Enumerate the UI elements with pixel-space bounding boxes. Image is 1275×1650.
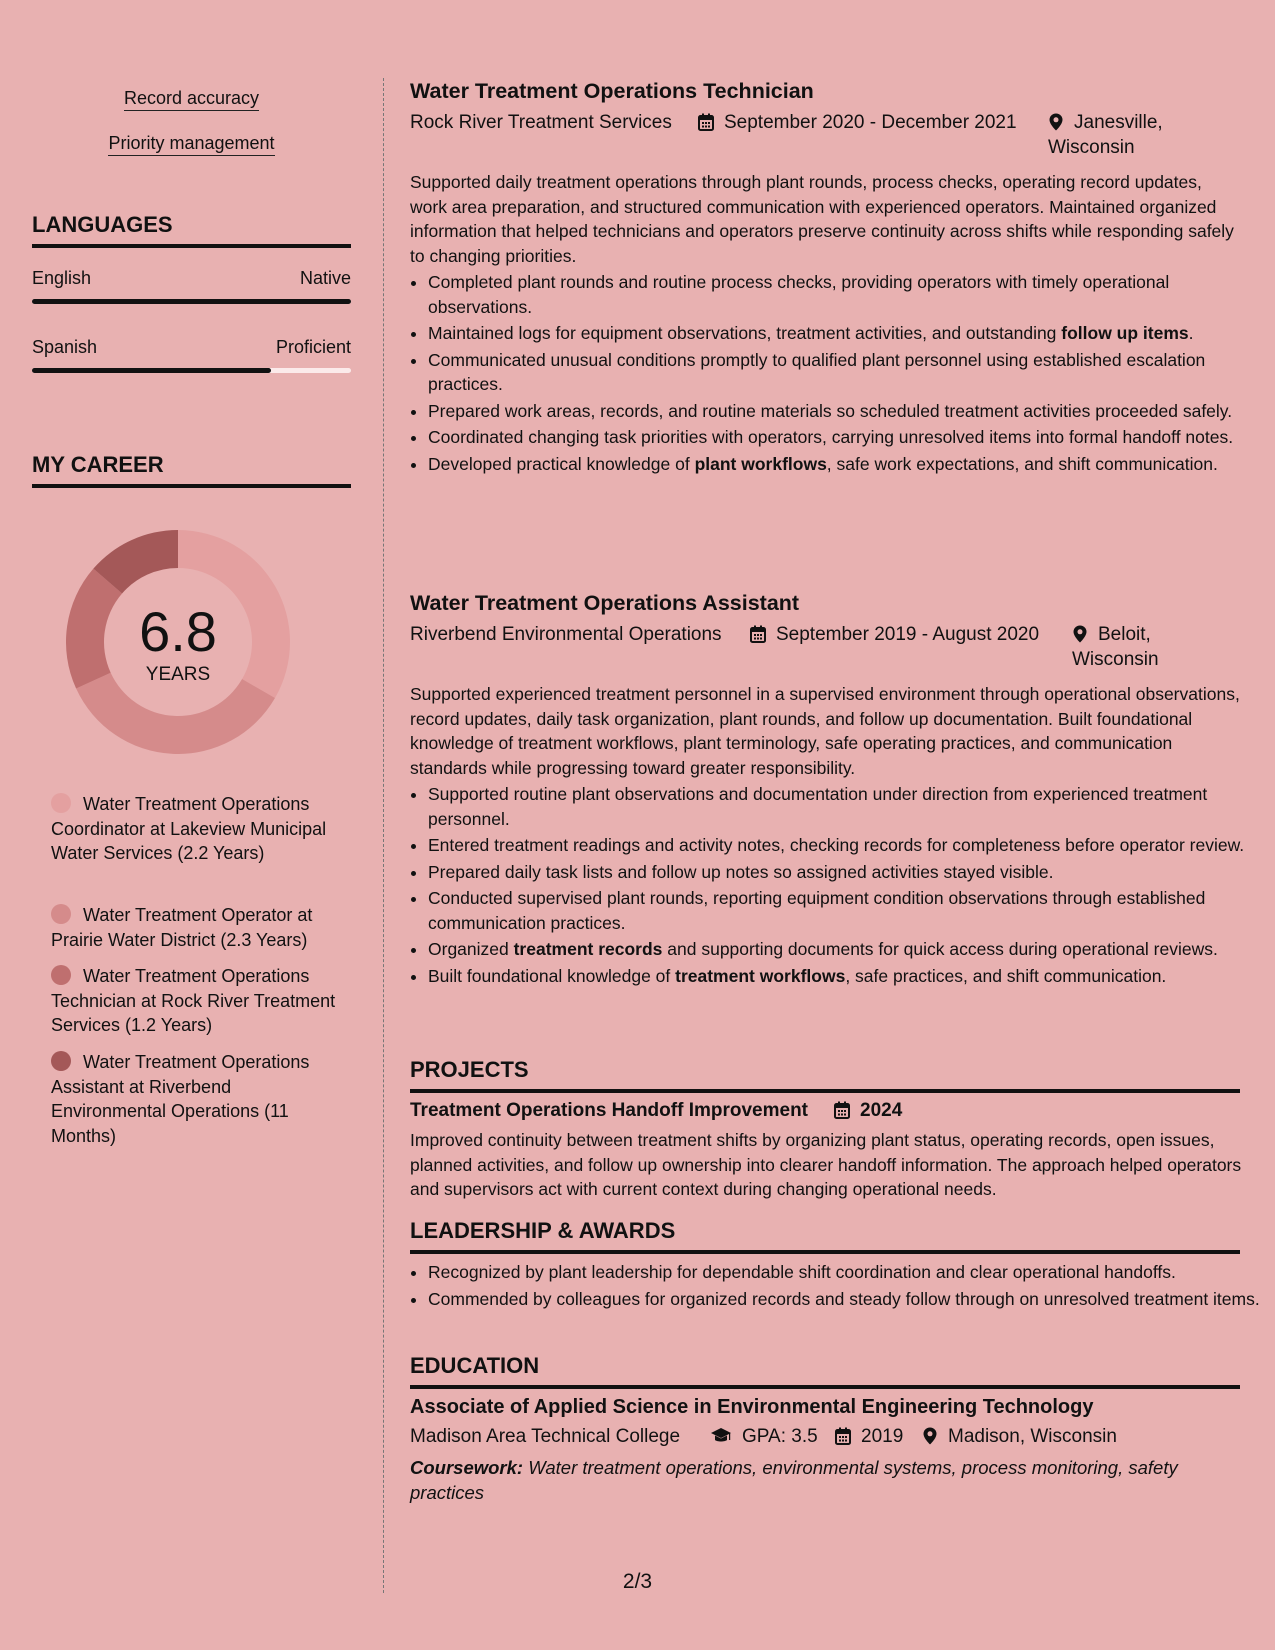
job-bullet-item — [428, 964, 1260, 989]
calendar-icon — [835, 1427, 851, 1445]
project-title: Treatment Operations Handoff Improvement — [410, 1100, 809, 1121]
job-bullet-item — [428, 937, 1260, 962]
bullet-text: Completed plant rounds and routine process checks, providing operators with timely operational observations. — [428, 272, 1170, 317]
leadership-heading: LEADERSHIP & AWARDS — [410, 1218, 1240, 1254]
job-bullets — [410, 270, 1260, 478]
job-title: Water Treatment Operations Assistant — [410, 591, 800, 615]
job-bullet-item — [428, 399, 1260, 424]
location-pin-icon — [922, 1427, 938, 1445]
skill-label: Priority management — [108, 133, 274, 156]
bullet-text: , safe practices, and shift communication. — [845, 965, 1167, 986]
career-legend-item — [51, 903, 341, 952]
gpa — [710, 1425, 818, 1450]
legend-dot — [51, 793, 71, 813]
language-level: Native — [299, 268, 351, 288]
bullet-text: Developed practical knowledge of — [428, 453, 695, 474]
career-total-years: 6.8 — [139, 600, 217, 663]
job-bullets — [410, 782, 1260, 990]
school-name: Madison Area Technical College — [410, 1426, 681, 1447]
legend-dot — [51, 904, 71, 924]
education-location — [922, 1425, 1117, 1450]
gpa-text: GPA: 3.5 — [742, 1426, 818, 1447]
bullet-text: Built foundational knowledge of — [428, 965, 676, 986]
legend-label: Water Treatment Operations Technician at Rock River Treatment Services (1.2 Years) — [51, 966, 336, 1035]
bullet-text: Coordinated changing task priorities with operators, carrying unresolved items into formal handoff notes. — [428, 427, 1234, 447]
location-text: Janesville, Wisconsin — [1048, 112, 1163, 158]
date-range — [698, 111, 1017, 136]
location-pin-icon — [1072, 625, 1088, 643]
education-heading: EDUCATION — [410, 1353, 1240, 1389]
job-bullet-item — [428, 782, 1260, 831]
company-name: Rock River Treatment Services — [410, 112, 672, 133]
legend-dot — [51, 1051, 71, 1071]
job-bullet-item — [428, 425, 1260, 450]
education-year: 2019 — [861, 1426, 904, 1447]
bullet-text: , safe work expectations, and shift communication. — [826, 453, 1218, 474]
legend-label: Water Treatment Operator at Prairie Water District (2.3 Years) — [51, 905, 313, 950]
column-divider — [383, 78, 384, 1593]
language-name: Spanish — [32, 337, 98, 357]
job-bullet-item — [428, 321, 1260, 346]
bullet-text: Supported routine plant observations and documentation under direction from experienced treatment personnel. — [428, 784, 1208, 829]
job-summary: Supported daily treatment operations through plant rounds, process checks, operating record updates, work area preparation, and structured communication with experienced operators. Maintained organized information that helped technicians and operators preserve continuity across shifts while responding safely to changing priorities. — [410, 172, 1234, 266]
bullet-text: Entered treatment readings and activity notes, checking records for completeness before operator review. — [428, 835, 1245, 855]
language-row-english — [32, 268, 351, 289]
bullet-bold-text: plant workflows — [694, 453, 827, 474]
location-pin-icon — [1048, 113, 1064, 131]
career-legend-item — [51, 792, 341, 866]
company-name: Riverbend Environmental Operations — [410, 624, 722, 645]
date-text: September 2020 - December 2021 — [724, 112, 1017, 133]
job-bullet-item — [428, 270, 1260, 319]
skill-label: Record accuracy — [124, 88, 259, 111]
projects-heading: PROJECTS — [410, 1057, 1240, 1093]
skill-priority-management — [32, 133, 351, 154]
legend-dot — [51, 965, 71, 985]
language-level: Proficient — [275, 337, 351, 357]
skill-record-accuracy — [32, 88, 351, 109]
legend-label: Water Treatment Operations Coordinator at Lakeview Municipal Water Services (2.2 Years) — [51, 794, 327, 863]
language-name: English — [32, 268, 92, 288]
languages-heading: LANGUAGES — [32, 212, 351, 248]
location — [1072, 623, 1242, 672]
language-bar-fill — [32, 368, 271, 373]
job-bullet-item — [428, 452, 1260, 477]
job-title: Water Treatment Operations Technician — [410, 79, 814, 103]
location — [1048, 111, 1238, 160]
language-row-spanish — [32, 337, 351, 358]
project-year: 2024 — [860, 1100, 903, 1121]
calendar-icon — [834, 1101, 850, 1119]
project-date — [834, 1099, 902, 1124]
bullet-text: . — [1188, 323, 1194, 343]
leadership-list — [410, 1260, 1260, 1313]
bullet-text: Organized — [428, 939, 514, 959]
location-text: Beloit, Wisconsin — [1072, 624, 1159, 670]
bullet-bold-text: treatment workflows — [675, 965, 846, 986]
bullet-text: Prepared work areas, records, and routine materials so scheduled treatment activities proceeded safely. — [428, 400, 1233, 421]
bullet-bold-text: treatment records — [513, 939, 663, 959]
job-bullet-item — [428, 348, 1260, 397]
leadership-item: • Commended by colleagues for organized records and steady follow through on unresolved treatment items. — [428, 1287, 1260, 1312]
job-summary: Supported experienced treatment personnel in a supervised environment through operational observations, record updates, daily task organization, plant rounds, and follow up documentation. Built foundational knowledge of treatment workflows, plant terminology, safe operating practices, and communication standards while progressing toward greater responsibility. — [410, 684, 1240, 778]
career-legend-item — [51, 1050, 341, 1148]
bullet-text: Communicated unusual conditions promptly to qualified plant personnel using established escalation practices. — [428, 349, 1206, 394]
page-number: 2/3 — [622, 1570, 653, 1593]
career-total-unit: YEARS — [145, 664, 211, 685]
leadership-item: • Recognized by plant leadership for dependable shift coordination and clear operational handoffs. — [428, 1260, 1260, 1285]
bullet-text: Conducted supervised plant rounds, reporting equipment condition observations through established communication practices. — [428, 888, 1206, 933]
career-legend-item — [51, 964, 341, 1038]
language-bar-spanish — [32, 368, 351, 373]
education-date — [835, 1425, 903, 1450]
job-bullet-item — [428, 860, 1260, 885]
degree: Associate of Applied Science in Environmental Engineering Technology — [410, 1396, 1094, 1418]
calendar-icon — [698, 113, 714, 131]
language-bar-english — [32, 299, 351, 304]
career-heading: MY CAREER — [32, 452, 351, 488]
coursework — [410, 1456, 1242, 1505]
language-bar-fill — [32, 299, 351, 304]
job-bullet-item — [428, 833, 1260, 858]
graduation-cap-icon — [710, 1427, 732, 1445]
legend-label: Water Treatment Operations Assistant at Riverbend Environmental Operations (11 Months) — [51, 1052, 310, 1146]
bullet-text: Prepared daily task lists and follow up notes so assigned activities stayed visible. — [428, 861, 1054, 882]
bullet-bold-text: follow up items — [1061, 323, 1189, 343]
bullet-text: and supporting documents for quick access during operational reviews. — [662, 939, 1218, 959]
date-text: September 2019 - August 2020 — [776, 624, 1040, 645]
bullet-text: Maintained logs for equipment observations, treatment activities, and outstanding — [428, 323, 1062, 343]
job-bullet-item — [428, 886, 1260, 935]
date-range — [750, 623, 1039, 648]
project-description: Improved continuity between treatment shifts by organizing plant status, operating records, open issues, planned activities, and follow up ownership into clearer handoff information. The approach helped operators and supervisors act with current context during changing operational needs. — [410, 1130, 1242, 1199]
coursework-text: Water treatment operations, environmental systems, process monitoring, safety practices — [410, 1457, 1178, 1503]
calendar-icon — [750, 625, 766, 643]
location-text: Madison, Wisconsin — [948, 1426, 1117, 1447]
coursework-label: Coursework: — [410, 1457, 524, 1478]
